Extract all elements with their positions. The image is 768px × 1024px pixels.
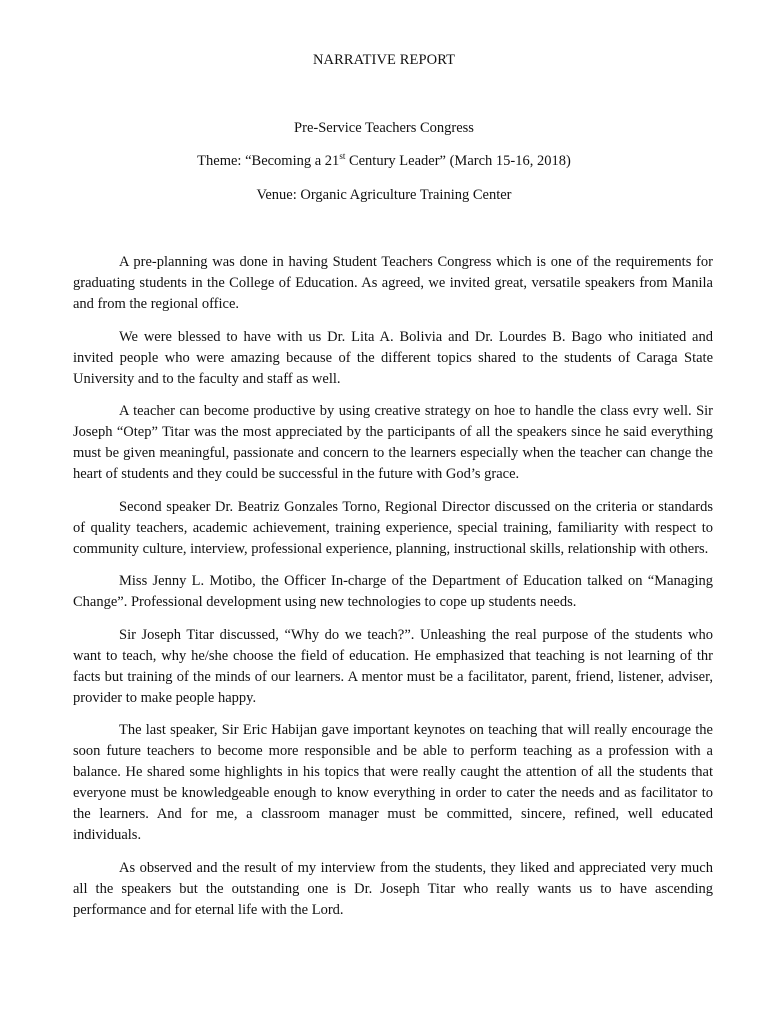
paragraph-why-we-teach: Sir Joseph Titar discussed, “Why do we teach?”. Unleashing the real purpose of the students who want to teach, why he/she choose the field of education. He emphasized that teaching is not learning of thr facts but training of the minds of our learners. A mentor must be a facilitator, parent, friend, listener, adviser, provider to make people happy. — [73, 626, 713, 706]
paragraph-conclusion: As observed and the result of my interview from the students, they liked and appreciated very much all the speakers but the outstanding one is Dr. Joseph Titar who really wants us to have ascending performance and for eternal life with the Lord. — [73, 859, 713, 918]
event-theme — [0, 153, 768, 170]
paragraph-last-speaker: The last speaker, Sir Eric Habijan gave important keynotes on teaching that will really encourage the soon future teachers to become more responsible and be able to perform teaching as a profession with a balance. He shared some highlights in his topics that were really caught the attention of all the students that everyone must be knowledgeable enough to know everything in order to cater the needs and as facilitator to the learners. And for me, a classroom manager must be committed, sincere, refined, well educated individuals. — [73, 722, 713, 843]
theme-text-end: Century Leader” (March 15-16, 2018) — [345, 153, 571, 169]
report-body — [73, 252, 713, 932]
paragraph-guests: We were blessed to have with us Dr. Lita A. Bolivia and Dr. Lourdes B. Bago who initiated and invited people who were amazing because of the different topics shared to the students of Caraga State University and to the faculty and staff as well. — [73, 328, 713, 387]
event-venue: Venue: Organic Agriculture Training Center — [256, 187, 512, 203]
paragraph-productive-teacher: A teacher can become productive by using creative strategy on hoe to handle the class evry well. Sir Joseph “Otep” Titar was the most appreciated by the participants of all the speakers since he said everything must be given meaningful, passionate and concern to the learners especially when the teacher can change the heart of students and they could be successful in the future with God’s grace. — [73, 403, 713, 482]
paragraph-pre-planning: A pre-planning was done in having Student Teachers Congress which is one of the requirements for graduating students in the College of Education. As agreed, we invited great, versatile speakers from Manila and from the regional office. — [73, 254, 713, 312]
paragraph-managing-change: Miss Jenny L. Motibo, the Officer In-charge of the Department of Education talked on “Managing Change”. Professional development using new technologies to cope up students needs. — [73, 573, 713, 610]
theme-text-start: Theme: “Becoming a 21 — [197, 153, 340, 169]
theme-ordinal-suffix: st — [339, 151, 346, 162]
paragraph-second-speaker: Second speaker Dr. Beatriz Gonzales Torno, Regional Director discussed on the criteria or standards of quality teachers, academic achievement, training experience, special training, familiarity with respect to community culture, interview, professional experience, planning, instructional skills, relationship with others. — [73, 498, 713, 557]
document-title: NARRATIVE REPORT — [312, 52, 456, 68]
event-name: Pre-Service Teachers Congress — [294, 120, 474, 136]
